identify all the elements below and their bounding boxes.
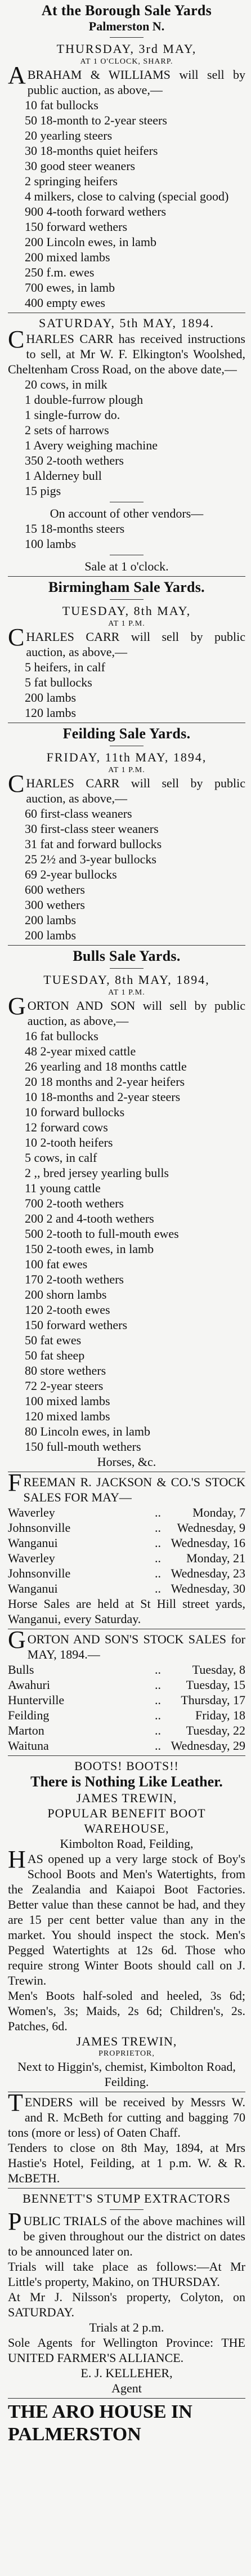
ad-intro: PUBLIC TRIALS of the above machines will be given throughout our the district on dates to be announced later on. <box>8 2208 245 2258</box>
list-item: 1 single-furrow do. <box>25 408 120 422</box>
place: Feilding <box>8 1708 50 1722</box>
place: Marton <box>8 1723 44 1737</box>
proprietor-name: JAMES TREWIN, <box>76 1791 177 1805</box>
list-item: 200 lambs <box>25 928 77 942</box>
list-item: 10 forward bullocks <box>25 1105 125 1119</box>
sale-time: Sale at 1 o'clock. <box>84 559 169 573</box>
place: Wanganui <box>8 1536 58 1550</box>
ad-intro: ABRAHAM & WILLIAMS will sell by public auction, as above,— <box>8 61 245 97</box>
place: Johnsonville <box>8 1566 71 1580</box>
divider <box>110 599 144 600</box>
day: Tuesday, 15 <box>186 1678 245 1692</box>
ad-body: Trials will take place as follows:—At Mr Little's property, Makino, on THURSDAY. <box>8 2259 245 2289</box>
table-row <box>8 1581 245 1596</box>
leader: .. <box>155 1505 161 1519</box>
table-row <box>8 1738 245 1753</box>
ad-date: SATURDAY, 5th MAY, 1894. <box>38 316 215 330</box>
trewin-boot-ad <box>8 1758 245 2089</box>
list-item: 120 2-tooth ewes <box>25 1303 110 1317</box>
leader: .. <box>155 1581 161 1595</box>
list-item: 80 store wethers <box>25 1363 106 1378</box>
list-item: 50 fat sheep <box>25 1348 85 1362</box>
list-item: 900 4-tooth forward wethers <box>25 204 167 219</box>
bulls-sale-ad <box>8 948 245 1469</box>
gorton-stock-sales <box>8 1626 245 1753</box>
list-item: 150 full-mouth wethers <box>25 1439 141 1454</box>
ad-body: Trials at 2 p.m. <box>89 2320 164 2334</box>
list-item: 400 empty ewes <box>25 296 105 310</box>
day: Thursday, 17 <box>181 1693 245 1707</box>
list-item: 11 young cattle <box>25 1181 101 1195</box>
leader: .. <box>155 1708 161 1722</box>
leader: .. <box>155 1723 161 1737</box>
list-item: 5 fat bullocks <box>25 675 92 689</box>
list-item: 100 lambs <box>25 537 77 551</box>
list-item: 200 lambs <box>25 913 77 927</box>
list-item: 60 first-class weaners <box>25 806 132 821</box>
ad-title: Birmingham Sale Yards. <box>48 579 205 595</box>
divider <box>110 37 144 38</box>
ad-time: AT 1 P.M. <box>108 988 145 997</box>
ad-intro: GORTON AND SON will sell by public auction, as above,— <box>8 992 245 1028</box>
day: Friday, 18 <box>195 1708 245 1722</box>
jackson-stock-sales <box>8 1469 245 1626</box>
boots-heading: BOOTS! BOOTS!! <box>74 1759 179 1773</box>
list-item: 2 ,, bred jersey yearling bulls <box>25 1166 169 1180</box>
ad-title: THE ARO HOUSE IN PALMERSTON <box>8 2401 192 2445</box>
list-item: 700 2-tooth wethers <box>25 1196 124 1210</box>
table-row <box>8 1550 245 1566</box>
list-item: 350 2-tooth wethers <box>25 453 124 467</box>
stump-extractors-ad <box>8 2191 245 2396</box>
list-item: 48 2-year mixed cattle <box>25 1044 136 1058</box>
divider <box>8 2398 245 2399</box>
horses-note: Horses, &c. <box>97 1455 156 1469</box>
list-item: 1 double-furrow plough <box>25 393 144 407</box>
list-item: 100 mixed lambs <box>25 1394 110 1408</box>
tenders-ad <box>8 2089 245 2186</box>
list-item: 2 sets of harrows <box>25 423 109 437</box>
ad-list <box>8 806 245 943</box>
list-item: 200 lambs <box>25 690 77 705</box>
proprietor-name: JAMES TREWIN, <box>76 2034 177 2048</box>
place: Waverley <box>8 1551 55 1565</box>
list-item: 100 fat ewes <box>25 1257 88 1271</box>
list-item: 120 mixed lambs <box>25 1409 110 1423</box>
list-item: 30 good steer weaners <box>25 159 136 173</box>
divider <box>8 1755 245 1756</box>
agent-name: E. J. KELLEHER, <box>80 2366 173 2380</box>
list-item: 1 Avery weighing machine <box>25 438 158 452</box>
table-row <box>8 1662 245 1677</box>
feilding-sale-ad <box>8 725 245 943</box>
table-row <box>8 1566 245 1581</box>
ad-intro: FREEMAN R. JACKSON & CO.'S STOCK SALES FOR MAY— <box>8 1469 245 1504</box>
ad-intro: CHARLES CARR will sell by public auction, as above,— <box>8 770 245 805</box>
ad-body: Sole Agents for Wellington Province: THE UNITED FARMER'S ALLIANCE. <box>8 2336 245 2365</box>
divider <box>8 576 245 577</box>
list-item: 12 forward cows <box>25 1120 108 1134</box>
list-item: 30 first-class steer weaners <box>25 822 159 836</box>
day: Tuesday, 8 <box>192 1663 245 1677</box>
ad-date: FRIDAY, 11th MAY, 1894, <box>46 750 207 764</box>
ad-list <box>8 1028 245 1454</box>
table-row <box>8 1723 245 1738</box>
leader: .. <box>155 1678 161 1692</box>
table-row <box>8 1520 245 1535</box>
ad-date: TUESDAY, 8th MAY, 1894, <box>43 973 210 987</box>
leader: .. <box>155 1551 161 1565</box>
ad-body: At Mr J. Nilsson's property, Colyton, on SATURDAY. <box>8 2290 245 2319</box>
day: Monday, 21 <box>186 1551 245 1565</box>
list-item: 200 2 and 4-tooth wethers <box>25 1211 154 1225</box>
vendors-heading: On account of other vendors— <box>50 506 204 520</box>
list-item: 16 fat bullocks <box>25 1029 98 1043</box>
list-item: 5 heifers, in calf <box>25 660 105 674</box>
list-item: 150 forward wethers <box>25 220 128 234</box>
ad-intro: GORTON AND SON'S STOCK SALES for MAY, 1894.— <box>8 1626 245 1661</box>
ad-date: TUESDAY, 8th MAY, <box>62 604 191 618</box>
ad-title: BENNETT'S STUMP EXTRACTORS <box>23 2191 231 2205</box>
list-item: 200 mixed lambs <box>25 250 110 264</box>
ad-list <box>8 377 245 498</box>
ad-body-prices: Men's Boots half-soled and heeled, 3s 6d; Women's, 3s; Maids, 2s 6d; Children's, 2s. Patches, 6d. <box>8 1989 245 2033</box>
place: Bulls <box>8 1663 34 1677</box>
ad-intro: CHARLES CARR has received instructions to sell, at Mr W. F. Elkington's Woolshed, Cheltenham Cross Road, on the above date,— <box>8 326 245 376</box>
day: Tuesday, 22 <box>186 1723 245 1737</box>
list-item: 150 2-tooth ewes, in lamb <box>25 1242 154 1256</box>
business-address: Kimbolton Road, Feilding, <box>60 1837 194 1851</box>
leader: .. <box>155 1693 161 1707</box>
list-item: 20 yearling steers <box>25 128 113 142</box>
birmingham-sale-ad <box>8 579 245 720</box>
ad-title: Bulls Sale Yards. <box>73 948 181 964</box>
table-row <box>8 1692 245 1708</box>
list-item: 10 fat bullocks <box>25 98 98 112</box>
place: Hunterville <box>8 1693 65 1707</box>
list-item: 500 2-tooth to full-mouth ewes <box>25 1227 179 1241</box>
list-item: 10 18-months and 2-year steers <box>25 1090 181 1104</box>
proprietor-label: PROPRIETOR, <box>98 2049 155 2058</box>
business-name: POPULAR BENEFIT BOOT WAREHOUSE, <box>47 1806 206 1835</box>
woolshed-sale-ad <box>8 315 245 574</box>
place: Waituna <box>8 1739 49 1753</box>
table-row <box>8 1505 245 1520</box>
horse-sales-note: Horse Sales are held at St Hill street yards, Wanganui, every Saturday. <box>8 1597 245 1626</box>
day: Wednesday, 16 <box>171 1536 245 1550</box>
ad-body: HAS opened up a very large stock of Boy's School Boots and Men's Watertights, from the Zealandia and Kaiapoi Boot Factories. Better value than these cannot be had, and they are 15 per cent better value than any in the market. You should inspect the stock. Men's Pegged Watertights at 12s 6d. Those who require strong Winter Boots should call on J. Trewin. <box>8 1846 245 1987</box>
leader: .. <box>155 1566 161 1580</box>
list-item: 150 forward wethers <box>25 1318 128 1332</box>
aro-house-ad <box>8 2401 245 2446</box>
list-item: 200 shorn lambs <box>25 1287 107 1302</box>
list-item: 15 18-months steers <box>25 522 125 536</box>
ad-list <box>8 521 245 551</box>
list-item: 26 yearling and 18 months cattle <box>25 1059 187 1073</box>
day: Wednesday, 30 <box>171 1581 245 1595</box>
ad-intro: TENDERS will be received by Messrs W. and R. McBeth for cutting and bagging 70 tons (more or less) of Oaten Chaff. <box>8 2089 245 2140</box>
ad-title: Feilding Sale Yards. <box>62 725 191 742</box>
day: Wednesday, 23 <box>171 1566 245 1580</box>
list-item: 600 wethers <box>25 883 85 897</box>
leader: .. <box>155 1521 161 1535</box>
table-row <box>8 1708 245 1723</box>
list-item: 31 fat and forward bullocks <box>25 837 162 851</box>
list-item: 250 f.m. ewes <box>25 265 95 279</box>
list-item: 15 pigs <box>25 484 61 498</box>
list-item: 20 cows, in milk <box>25 377 107 391</box>
table-row <box>8 1535 245 1550</box>
list-item: 69 2-year bullocks <box>25 867 117 881</box>
list-item: 700 ewes, in lamb <box>25 280 115 295</box>
divider <box>8 945 245 946</box>
table-row <box>8 1677 245 1692</box>
list-item: 4 milkers, close to calving (special good) <box>25 189 229 203</box>
place: Waverley <box>8 1505 55 1519</box>
list-item: 1 Alderney bull <box>25 469 102 483</box>
agent-role: Agent <box>111 2381 142 2395</box>
divider <box>110 968 144 969</box>
ad-intro: CHARLES CARR will sell by public auction, as above,— <box>8 623 245 659</box>
place: Johnsonville <box>8 1521 71 1535</box>
list-item: 72 2-year steers <box>25 1379 104 1393</box>
borough-sale-ad <box>8 2 245 310</box>
list-item: 5 cows, in calf <box>25 1151 97 1165</box>
ad-title: At the Borough Sale Yards <box>41 2 212 19</box>
business-address: Next to Higgin's, chemist, Kimbolton Road, Feilding. <box>17 2060 236 2089</box>
leader: .. <box>155 1536 161 1550</box>
leader: .. <box>155 1663 161 1677</box>
list-item: 80 Lincoln ewes, in lamb <box>25 1424 151 1438</box>
day: Wednesday, 29 <box>171 1739 245 1753</box>
list-item: 50 fat ewes <box>25 1333 82 1347</box>
ad-list <box>8 97 245 310</box>
ad-date: THURSDAY, 3rd MAY, <box>56 42 197 56</box>
list-item: 170 2-tooth wethers <box>25 1272 124 1286</box>
list-item: 300 wethers <box>25 898 85 912</box>
list-item: 20 18 months and 2-year heifers <box>25 1075 185 1089</box>
list-item: 50 18-month to 2-year steers <box>25 113 167 127</box>
list-item: 10 2-tooth heifers <box>25 1135 113 1149</box>
divider <box>110 2209 144 2210</box>
ad-time: AT 1 P.M. <box>108 766 145 774</box>
ad-town: Palmerston N. <box>88 19 165 33</box>
day: Monday, 7 <box>192 1505 245 1519</box>
list-item: 2 springing heifers <box>25 174 118 188</box>
leader: .. <box>155 1739 161 1753</box>
place: Awahuri <box>8 1678 50 1692</box>
divider <box>8 2188 245 2189</box>
ad-list <box>8 659 245 720</box>
list-item: 30 18-months quiet heifers <box>25 144 158 158</box>
list-item: 200 Lincoln ewes, in lamb <box>25 235 157 249</box>
list-item: 120 lambs <box>25 706 77 720</box>
ad-time: AT 1 P.M. <box>108 620 145 628</box>
place: Wanganui <box>8 1581 58 1595</box>
ad-body: Tenders to close on 8th May, 1894, at Mrs Hastie's Hotel, Feilding, at 1 p.m. W. & R. McBETH. <box>8 2141 245 2185</box>
list-item: 25 2½ and 3-year bullocks <box>25 852 156 866</box>
ad-title: There is Nothing Like Leather. <box>30 1773 223 1790</box>
day: Wednesday, 9 <box>177 1521 245 1535</box>
ad-time: AT 1 O'CLOCK, SHARP. <box>80 57 173 66</box>
